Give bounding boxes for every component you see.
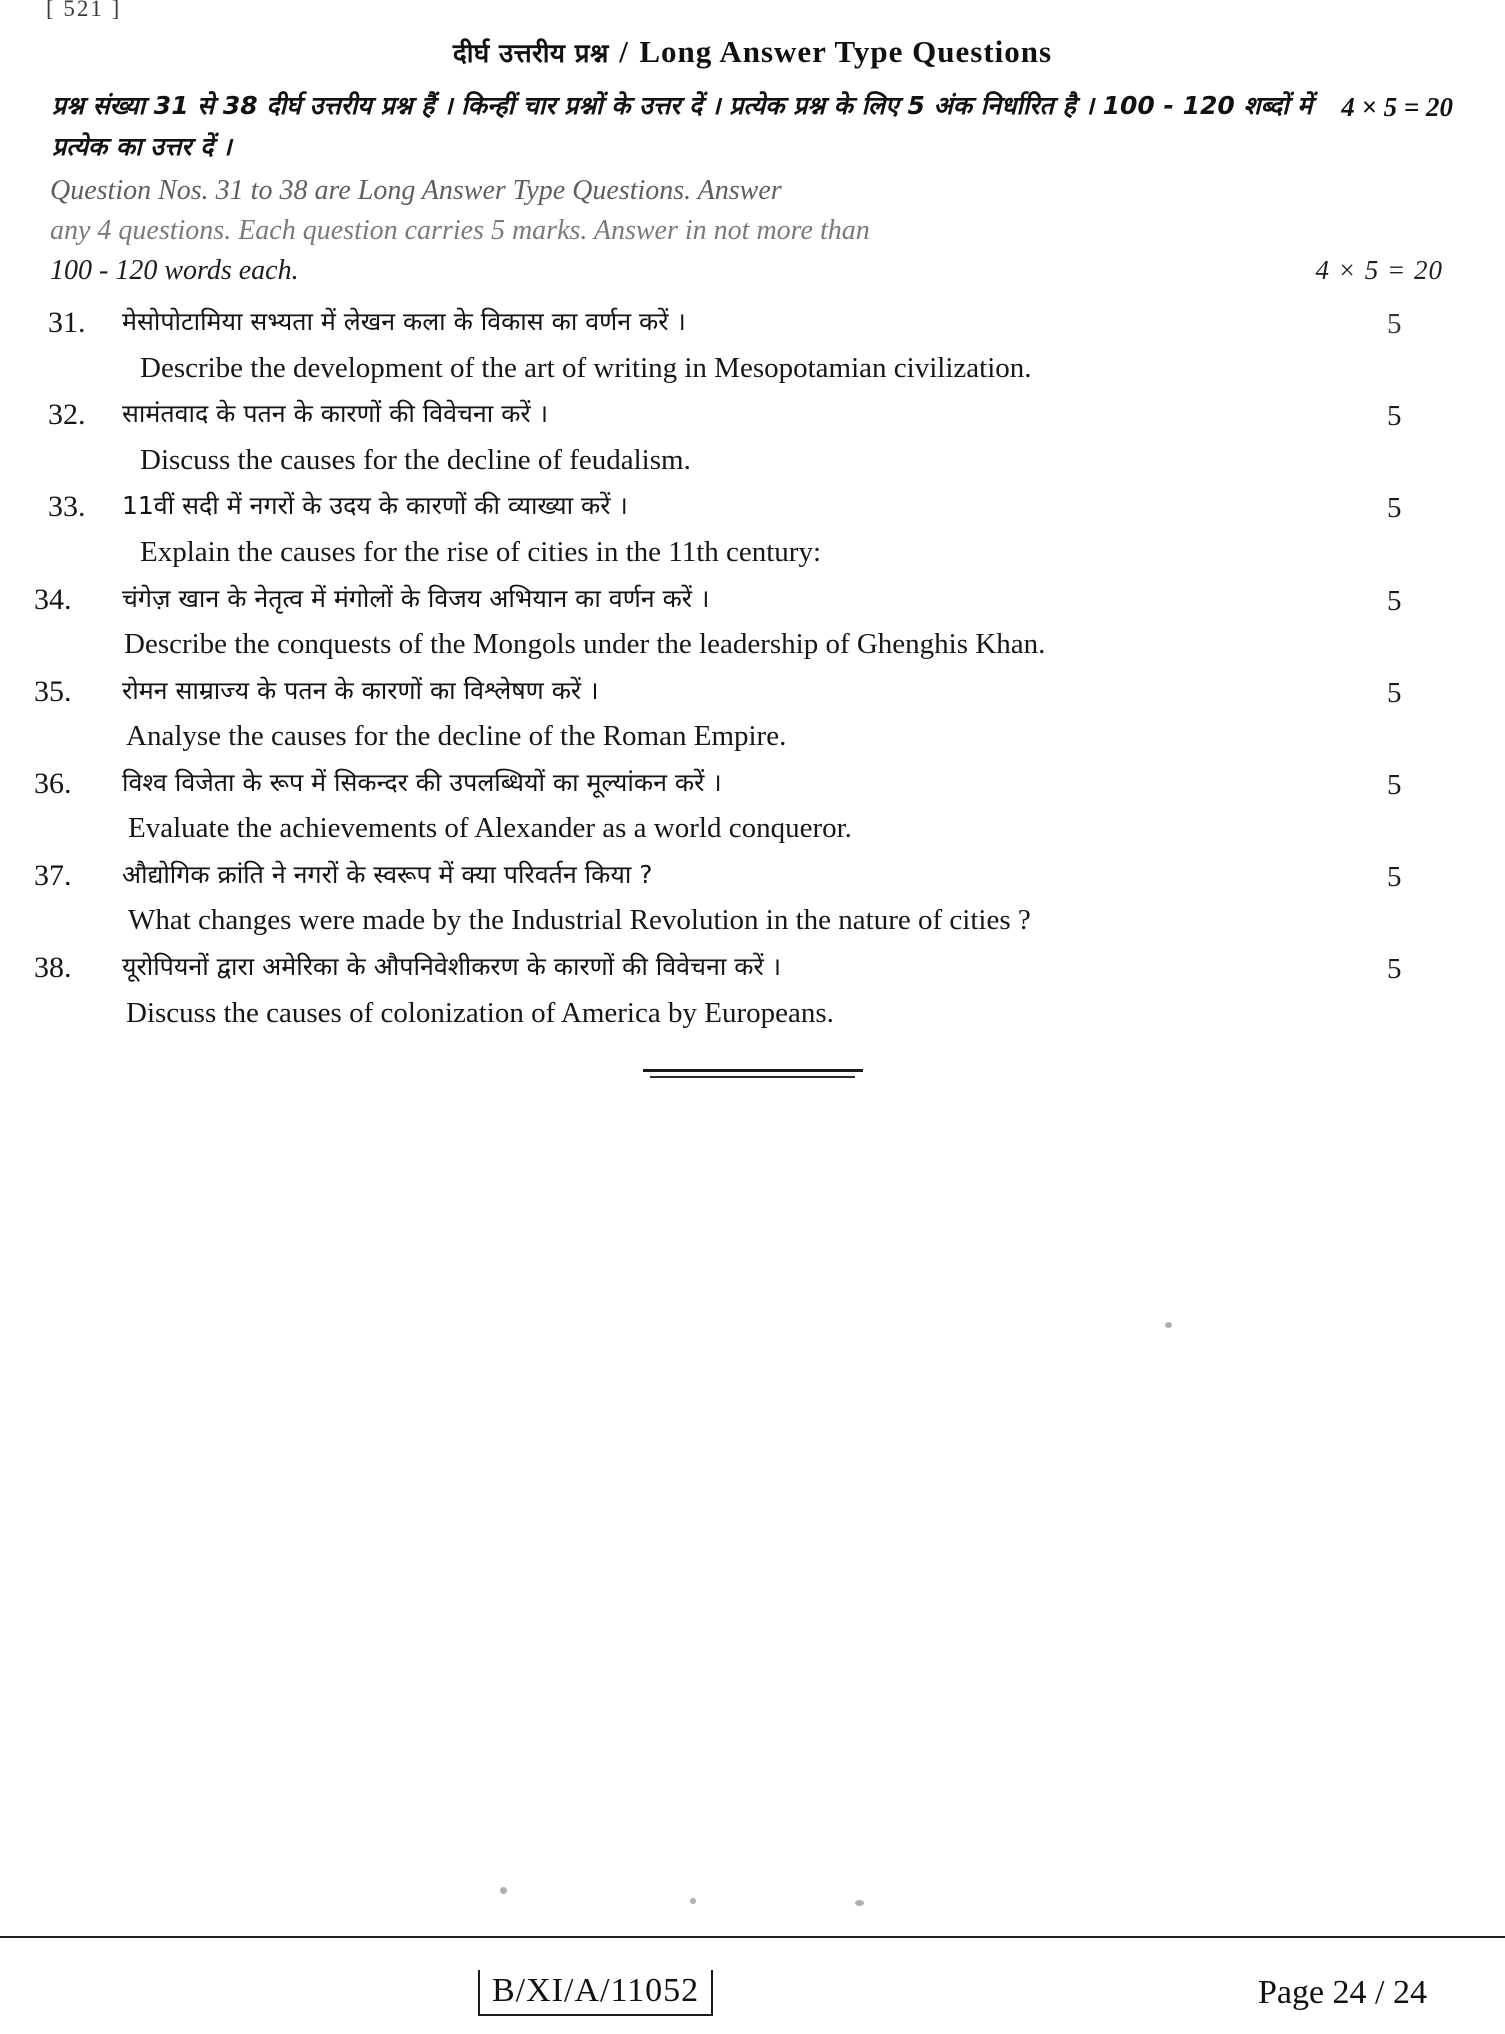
- question-marks: 5: [1387, 768, 1402, 801]
- question-item: [34, 581, 1457, 667]
- question-english-text: Explain the causes for the rise of cities in the 11th century:: [140, 536, 822, 569]
- scan-speck: [855, 1900, 864, 1906]
- instructions-english-line-2: any 4 questions. Each question carries 5 marks. Answer in not more than: [50, 214, 870, 246]
- question-item: [34, 765, 1457, 851]
- instructions-english-line-1: Question Nos. 31 to 38 are Long Answer Type Questions. Answer: [50, 175, 782, 206]
- question-number: 33.: [48, 490, 86, 524]
- section-heading-hindi: दीर्घ उत्तरीय प्रश्न: [452, 39, 609, 69]
- page-footer: [48, 1970, 1457, 2016]
- section-heading-english: Long Answer Type Questions: [639, 34, 1053, 69]
- question-hindi-row: [122, 304, 1457, 345]
- question-item: [48, 396, 1457, 482]
- section-heading: [48, 34, 1457, 70]
- question-hindi-text: रोमन साम्राज्य के पतन के कारणों का विश्लेषण करें ।: [122, 675, 599, 705]
- question-item: [34, 673, 1457, 759]
- instructions-english-line-3: 100 - 120 words each.: [50, 254, 299, 286]
- question-hindi-row: [122, 673, 1457, 714]
- question-number: 38.: [34, 950, 72, 984]
- question-english-text: Describe the development of the art of writing in Mesopotamian civilization.: [140, 351, 1032, 384]
- question-item: [34, 949, 1457, 1035]
- question-number: 32.: [48, 398, 86, 432]
- scan-speck: [690, 1898, 696, 1904]
- question-marks: 5: [1387, 952, 1402, 985]
- scan-speck: [500, 1887, 507, 1894]
- question-item: [48, 488, 1457, 574]
- instructions-hindi-text: प्रश्न संख्या 31 से 38 दीर्घ उत्तरीय प्रश्न हैं । किन्हीं चार प्रश्नों के उत्तर दें । प्रत्येक प्रश्न के लिए 5 अंक निर्धारित है । 100 - 120 शब्दों में प्रत्येक का उत्तर दें ।: [52, 91, 1313, 161]
- question-marks: 5: [1387, 584, 1402, 617]
- question-number: 35.: [34, 674, 72, 708]
- question-hindi-text: सामंतवाद के पतन के कारणों की विवेचना करें ।: [122, 399, 549, 429]
- question-english-text: Describe the conquests of the Mongols under the leadership of Ghenghis Khan.: [124, 628, 1046, 661]
- question-number: 31.: [48, 306, 86, 340]
- question-hindi-row: [122, 949, 1457, 990]
- instructions-block: [48, 86, 1457, 290]
- question-hindi-text: मेसोपोटामिया सभ्यता में लेखन कला के विकास का वर्णन करें ।: [122, 307, 686, 337]
- instructions-english-marks: 4 × 5 = 20: [1315, 254, 1443, 285]
- question-hindi-row: [122, 857, 1457, 898]
- question-hindi-text: चंगेज़ खान के नेतृत्व में मंगोलों के विजय अभियान का वर्णन करें ।: [122, 583, 710, 613]
- page-number: Page 24 / 24: [1257, 1974, 1427, 2011]
- question-english-text: Discuss the causes for the decline of feudalism.: [140, 443, 691, 476]
- question-hindi-row: [122, 396, 1457, 437]
- question-english-text: Evaluate the achievements of Alexander as a world conqueror.: [128, 812, 852, 845]
- question-english-text: What changes were made by the Industrial Revolution in the nature of cities ?: [128, 904, 1031, 937]
- page-corner-mark: [ 521 ]: [46, 0, 122, 21]
- question-item: [48, 304, 1457, 390]
- question-number: 37.: [34, 858, 72, 892]
- instructions-english-wrapper: [48, 171, 1457, 290]
- question-item: [34, 857, 1457, 943]
- questions-list: [34, 304, 1457, 1035]
- paper-code: B/XI/A/11052: [478, 1970, 713, 2016]
- instructions-hindi-marks: 4 × 5 = 20: [1341, 92, 1453, 122]
- question-hindi-row: [122, 765, 1457, 806]
- question-marks: 5: [1387, 492, 1402, 525]
- footer-divider: [0, 1936, 1505, 1938]
- question-english-text: Discuss the causes of colonization of America by Europeans.: [126, 996, 834, 1029]
- question-marks: 5: [1387, 676, 1402, 709]
- instructions-hindi-wrapper: [48, 86, 1457, 167]
- question-marks: 5: [1387, 860, 1402, 893]
- section-end-ornament: [643, 1069, 863, 1078]
- question-hindi-text: 11वीं सदी में नगरों के उदय के कारणों की व्याख्या करें ।: [122, 491, 628, 521]
- section-heading-separator: /: [619, 34, 629, 69]
- question-hindi-text: यूरोपियनों द्वारा अमेरिका के औपनिवेशीकरण के कारणों की विवेचना करें ।: [122, 951, 782, 981]
- question-hindi-row: [122, 581, 1457, 622]
- scan-speck: [1165, 1322, 1172, 1328]
- question-hindi-text: औद्योगिक क्रांति ने नगरों के स्वरूप में क्या परिवर्तन किया ?: [122, 859, 653, 889]
- question-number: 36.: [34, 766, 72, 800]
- instructions-english-line-3-row: [50, 251, 1451, 291]
- question-number: 34.: [34, 582, 72, 616]
- question-hindi-row: [122, 488, 1457, 529]
- question-marks: 5: [1387, 308, 1402, 341]
- question-marks: 5: [1387, 400, 1402, 433]
- question-english-text: Analyse the causes for the decline of the Roman Empire.: [126, 720, 787, 753]
- question-hindi-text: विश्व विजेता के रूप में सिकन्दर की उपलब्धियों का मूल्यांकन करें ।: [122, 767, 722, 797]
